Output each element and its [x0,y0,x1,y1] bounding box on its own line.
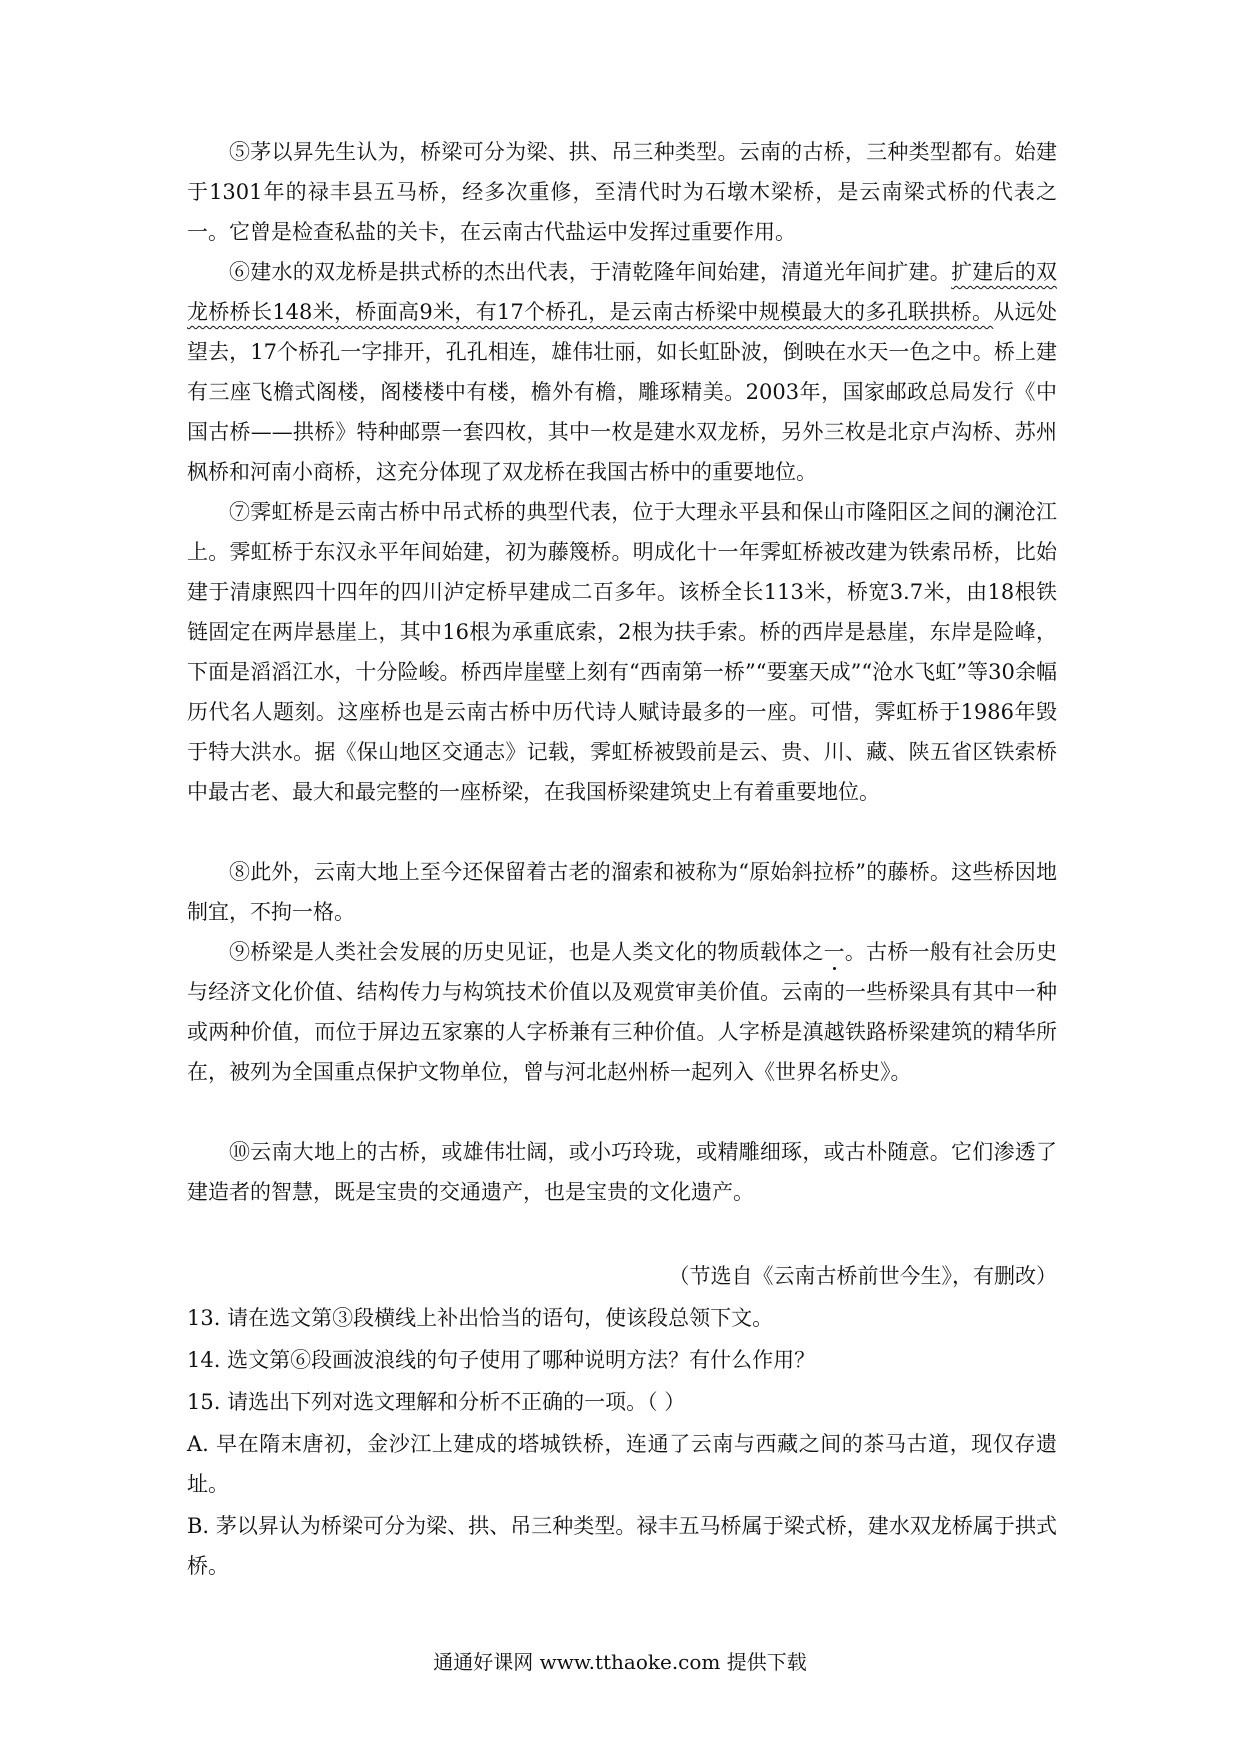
paragraph-8 [187,852,1057,932]
paragraph-9-intro: ⑨桥梁是人类社会发展的历史见证，也是人类文化的物质载体之 [229,940,824,964]
wavy-underlined-sentence: 扩建后的双龙桥桥长148米，桥面高9米，有17个桥孔，是云南古桥梁中规模最大的多孔联拱桥。 [187,260,1058,324]
paragraph-10-text: ⑩云南大地上的古桥，或雄伟壮阔，或小巧玲珑，或精雕细琢，或古朴随意。它们渗透了建造者的智慧，既是宝贵的交通遗产，也是宝贵的文化遗产。 [187,1140,1057,1204]
paragraph-9 [187,932,1057,1092]
paragraph-8-text: ⑧此外，云南大地上至今还保留着古老的溜索和被称为“原始斜拉桥”的藤桥。这些桥因地制宜，不拘一格。 [187,860,1057,924]
paragraph-10 [187,1132,1057,1212]
paragraph-7-text: ⑦霁虹桥是云南古桥中吊式桥的典型代表，位于大理永平县和保山市隆阳区之间的澜沧江上。霁虹桥于东汉永平年间始建，初为藤篾桥。明成化十一年霁虹桥被改建为铁索吊桥，比始建于清康熙四十四年的四川泸定桥早建成二百多年。该桥全长113米，桥宽3.7米，由18根铁链固定在两岸悬崖上，其中16根为承重底索，2根为扶手索。桥的西岸是悬崖，东岸是险峰，下面是滔滔江水，十分险峻。桥西岸崖壁上刻有“西南第一桥”“要塞天成”“沧水飞虹”等30余幅历代名人题刻。这座桥也是云南古桥中历代诗人赋诗最多的一座。可惜，霁虹桥于1986年毁于特大洪水。据《保山地区交通志》记载，霁虹桥被毁前是云、贵、川、藏、陕五省区铁索桥中最古老、最大和最完整的一座桥梁，在我国桥梁建筑史上有着重要地位。 [187,500,1057,804]
question-14: 14. 选文第⑥段画波浪线的句子使用了哪种说明方法？有什么作用？ [187,1348,816,1372]
paragraph-6 [187,252,1057,492]
footer-credit: 通通好课网 www.tthaoke.com 提供下载 [433,1650,807,1674]
paragraph-6-intro: ⑥建水的双龙桥是拱式桥的杰出代表，于清乾隆年间始建，清道光年间扩建。 [229,260,952,284]
paragraph-7 [187,492,1057,812]
option-a: A. 早在隋末唐初，金沙江上建成的塔城铁桥，连通了云南与西藏之间的茶马古道，现仅存遗址。 [187,1432,1057,1496]
source-citation: （节选自《云南古桥前世今生》，有删改） [668,1264,1057,1288]
paragraph-5-text: ⑤茅以昇先生认为，桥梁可分为梁、拱、吊三种类型。云南的古桥，三种类型都有。始建于1301年的禄丰县五马桥，经多次重修，至清代时为石墩木梁桥，是云南梁式桥的代表之一。它曾是检查私盐的关卡，在云南古代盐运中发挥过重要作用。 [187,140,1057,244]
paragraph-6-body: 从远处望去，17个桥孔一字排开，孔孔相连，雄伟壮丽，如长虹卧波，倒映在水天一色之中。桥上建有三座飞檐式阁楼，阁楼楼中有楼，檐外有檐，雕琢精美。2003年，国家邮政总局发行《中国古桥——拱桥》特种邮票一套四枚，其中一枚是建水双龙桥，另外三枚是北京卢沟桥、苏州枫桥和河南小商桥，这充分体现了双龙桥在我国古桥中的重要地位。 [187,300,1058,484]
paragraph-5 [187,132,1057,252]
option-b: B. 茅以昇认为桥梁可分为梁、拱、吊三种类型。禄丰五马桥属于梁式桥，建水双龙桥属于拱式桥。 [187,1514,1057,1578]
paragraph-9-body: 。古桥一般有社会历史与经济文化价值、结构传力与构筑技术价值以及观赏审美价值。云南的一些桥梁具有其中一种或两种价值，而位于屏边五家寨的人字桥兼有三种价值。人字桥是滇越铁路桥梁建筑的精华所在，被列为全国重点保护文物单位，曾与河北赵州桥一起列入《世界名桥史》。 [187,940,1058,1084]
question-15: 15. 请选出下列对选文理解和分析不正确的一项。（ ） [187,1390,686,1414]
question-13: 13. 请在选文第③段横线上补出恰当的语句，使该段总领下文。 [187,1306,774,1330]
emphasis-dot-char: 一 [823,940,845,964]
